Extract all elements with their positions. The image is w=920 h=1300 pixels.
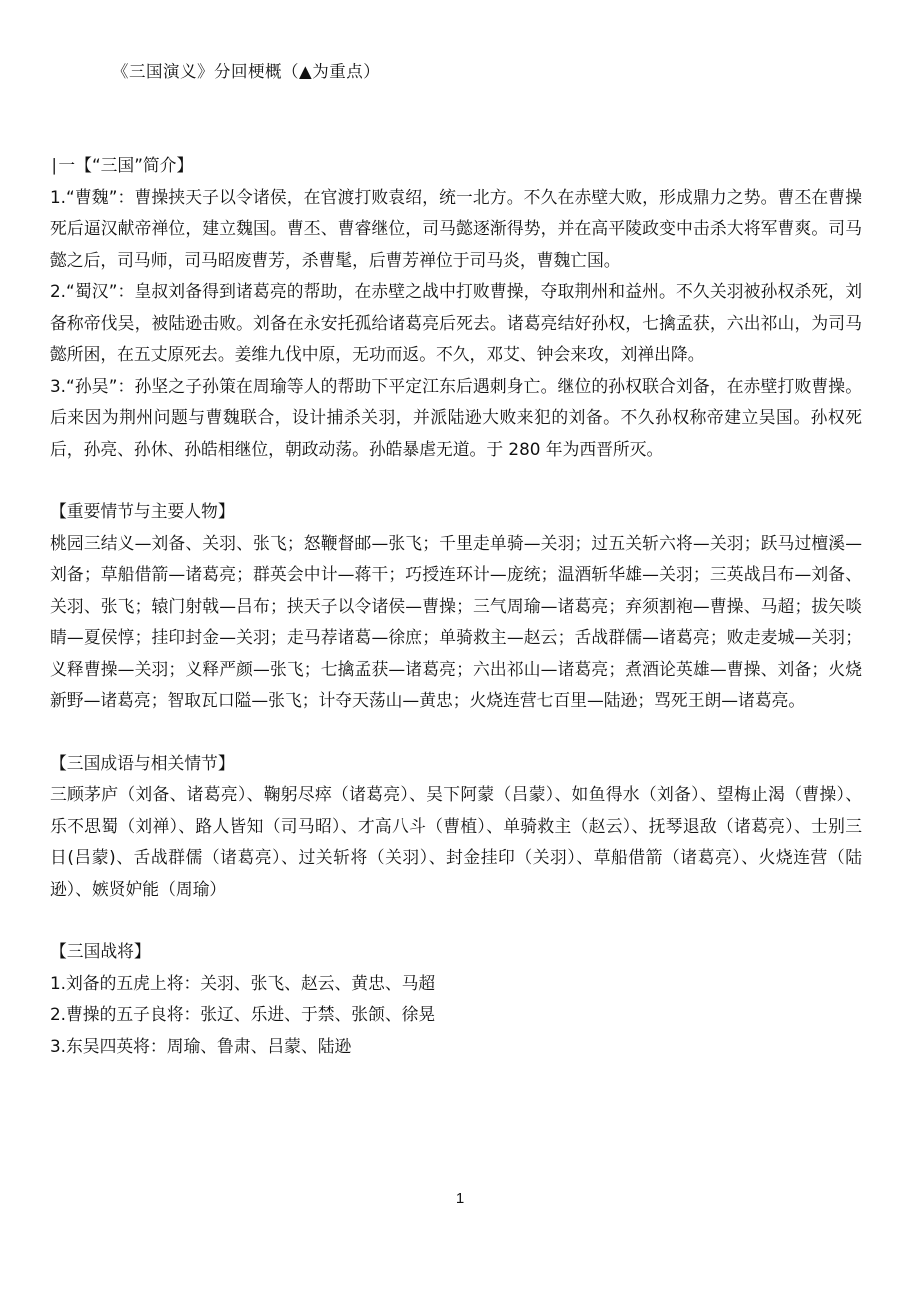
paragraph-shu-han: 2.“蜀汉”：皇叔刘备得到诸葛亮的帮助，在赤壁之战中打败曹操，夺取荆州和益州。不久关羽被孙权杀死，刘备称帝伐吴，被陆逊击败。刘备在永安托孤给诸葛亮后死去。诸葛亮结好孙权，七擒孟获，六出祁山，为司马懿所困，在五丈原死去。姜维九伐中原，无功而返。不久，邓艾、钟会来攻，刘禅出降。 [50,281,862,364]
section-heading: ∣一【“三国”简介】 [50,155,194,175]
section-generals [50,936,862,1062]
document-title: 《三国演义》分回梗概（▲为重点） [112,62,381,81]
section-key-plots [50,496,862,717]
paragraph-plots: 桃园三结义—刘备、关羽、张飞；怒鞭督邮—张飞；千里走单骑—关羽；过五关斩六将—关羽；跃马过檀溪—刘备；草船借箭—诸葛亮；群英会中计—蒋干；巧授连环计—庞统；温酒斩华雄—关羽；三英战吕布—刘备、关羽、张飞；辕门射戟—吕布；挟天子以令诸侯—曹操；三气周瑜—诸葛亮；弃须割袍—曹操、马超；拔矢啖睛—夏侯惇；挂印封金—关羽；走马荐诸葛—徐庶；单骑救主—赵云；舌战群儒—诸葛亮；败走麦城—关羽；义释曹操—关羽；义释严颜—张飞；七擒孟获—诸葛亮；六出祁山—诸葛亮；煮酒论英雄—曹操、刘备；火烧新野—诸葛亮；智取瓦口隘—张飞；计夺天荡山—黄忠；火烧连营七百里—陆逊；骂死王朗—诸葛亮。 [50,532,862,710]
paragraph-idioms: 三顾茅庐（刘备、诸葛亮）、鞠躬尽瘁（诸葛亮）、吴下阿蒙（吕蒙）、如鱼得水（刘备）、望梅止渴（曹操）、乐不思蜀（刘禅）、路人皆知（司马昭）、才高八斗（曹植）、单骑救主（赵云）、抚琴退敌（诸葛亮）、士别三日(吕蒙)、舌战群儒（诸葛亮）、过关斩将（关羽）、封金挂印（关羽）、草船借箭（诸葛亮）、火烧连营（陆逊）、嫉贤妒能（周瑜） [50,784,862,899]
document-body [50,150,862,1062]
section-spacer [50,905,862,936]
list-item: 2.曹操的五子良将：张辽、乐进、于禁、张颌、徐晃 [50,1004,436,1024]
list-item: 3.东吴四英将：周瑜、鲁肃、吕蒙、陆逊 [50,1035,352,1056]
section-heading: 【三国成语与相关情节】 [50,752,235,773]
section-spacer [50,717,862,748]
section-sanguo-intro [50,150,862,465]
list-item: 1.刘备的五虎上将：关羽、张飞、赵云、黄忠、马超 [50,972,436,993]
section-heading: 【重要情节与主要人物】 [50,501,235,521]
section-idioms [50,748,862,906]
paragraph-cao-wei: 1.“曹魏”：曹操挟天子以令诸侯，在官渡打败袁绍，统一北方。不久在赤壁大败，形成鼎力之势。曹丕在曹操死后逼汉献帝禅位，建立魏国。曹丕、曹睿继位，司马懿逐渐得势，并在高平陵政变中击杀大将军曹爽。司马懿之后，司马师，司马昭废曹芳，杀曹髦，后曹芳禅位于司马炎，曹魏亡国。 [50,186,862,270]
paragraph-sun-wu: 3.“孙吴”：孙坚之子孙策在周瑜等人的帮助下平定江东后遇刺身亡。继位的孙权联合刘备，在赤壁打败曹操。后来因为荆州问题与曹魏联合，设计捕杀关羽，并派陆逊大败来犯的刘备。不久孙权称帝建立吴国。孙权死后，孙亮、孙休、孙皓相继位，朝政动荡。孙皓暴虐无道。于 280 年为西晋所灭。 [50,375,862,459]
section-spacer [50,465,862,496]
page-number: 1 [455,1190,465,1207]
section-heading: 【三国战将】 [50,941,151,961]
